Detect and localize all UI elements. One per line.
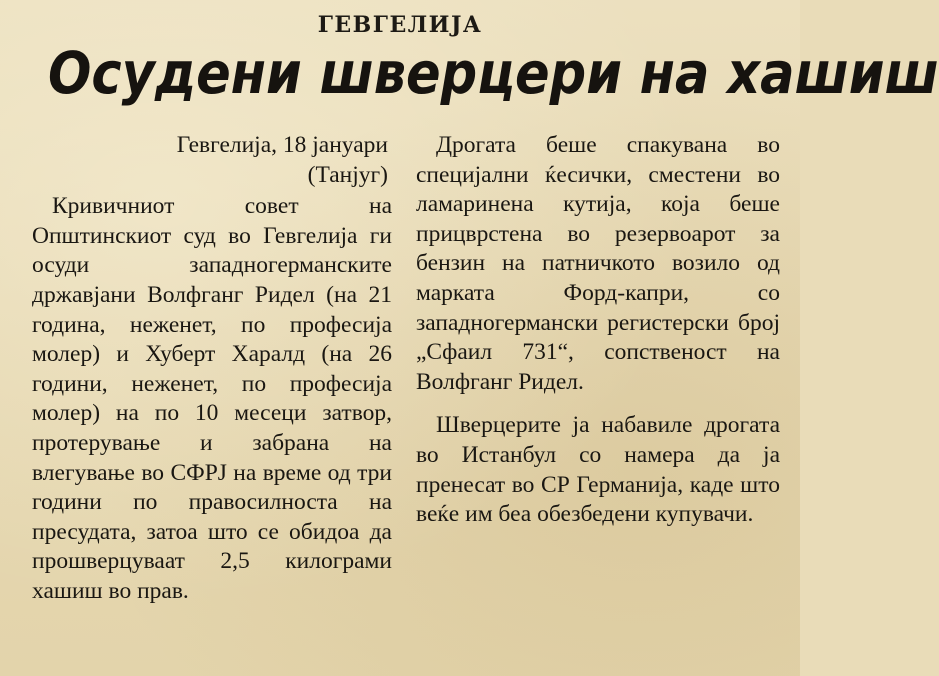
dateline-place-date: Гевгелија, 18 јануари	[176, 132, 388, 158]
article-paragraph: Кривичниот совет на Општинскиот суд во Гевгелија ги осуди западногерманските државјани Волфганг Ридел (на 21 година, неженет, по професија молер) и Хуберт Харалд (на 26 години, неженет, по професија молер) на по 10 месеци затвор, протерување и забрана на влегување во СФРЈ на време од три години по правосилноста на пресудата, затоа што се обидоа да прошверцуваат 2,5 килограми хашиш во прав.	[32, 193, 392, 604]
article-paragraph: Шверцерите ја набавиле дрогата во Истанбул со намера да ја пренесат во СР Германија, каде што веќе им беа обезбедени купувачи.	[416, 412, 780, 528]
dateline-agency: (Танјуг)	[307, 161, 388, 188]
article-column-left	[32, 131, 392, 607]
dateline	[32, 131, 392, 190]
article-paragraph: Дрогата беше спакувана во специјални ќесички, сместени во ламаринена кутија, која беше прицврстена во резервоарот за бензин на патничкото возило од марката Форд-капри, со западногермански регистерски број „Сфаил 731“, сопственост на Волфганг Ридел.	[416, 132, 780, 395]
location-kicker: ГЕВГЕЛИЈА	[317, 12, 483, 38]
article-headline: Осудени шверцери на хашиш	[48, 39, 939, 107]
article-column-right	[416, 131, 780, 530]
